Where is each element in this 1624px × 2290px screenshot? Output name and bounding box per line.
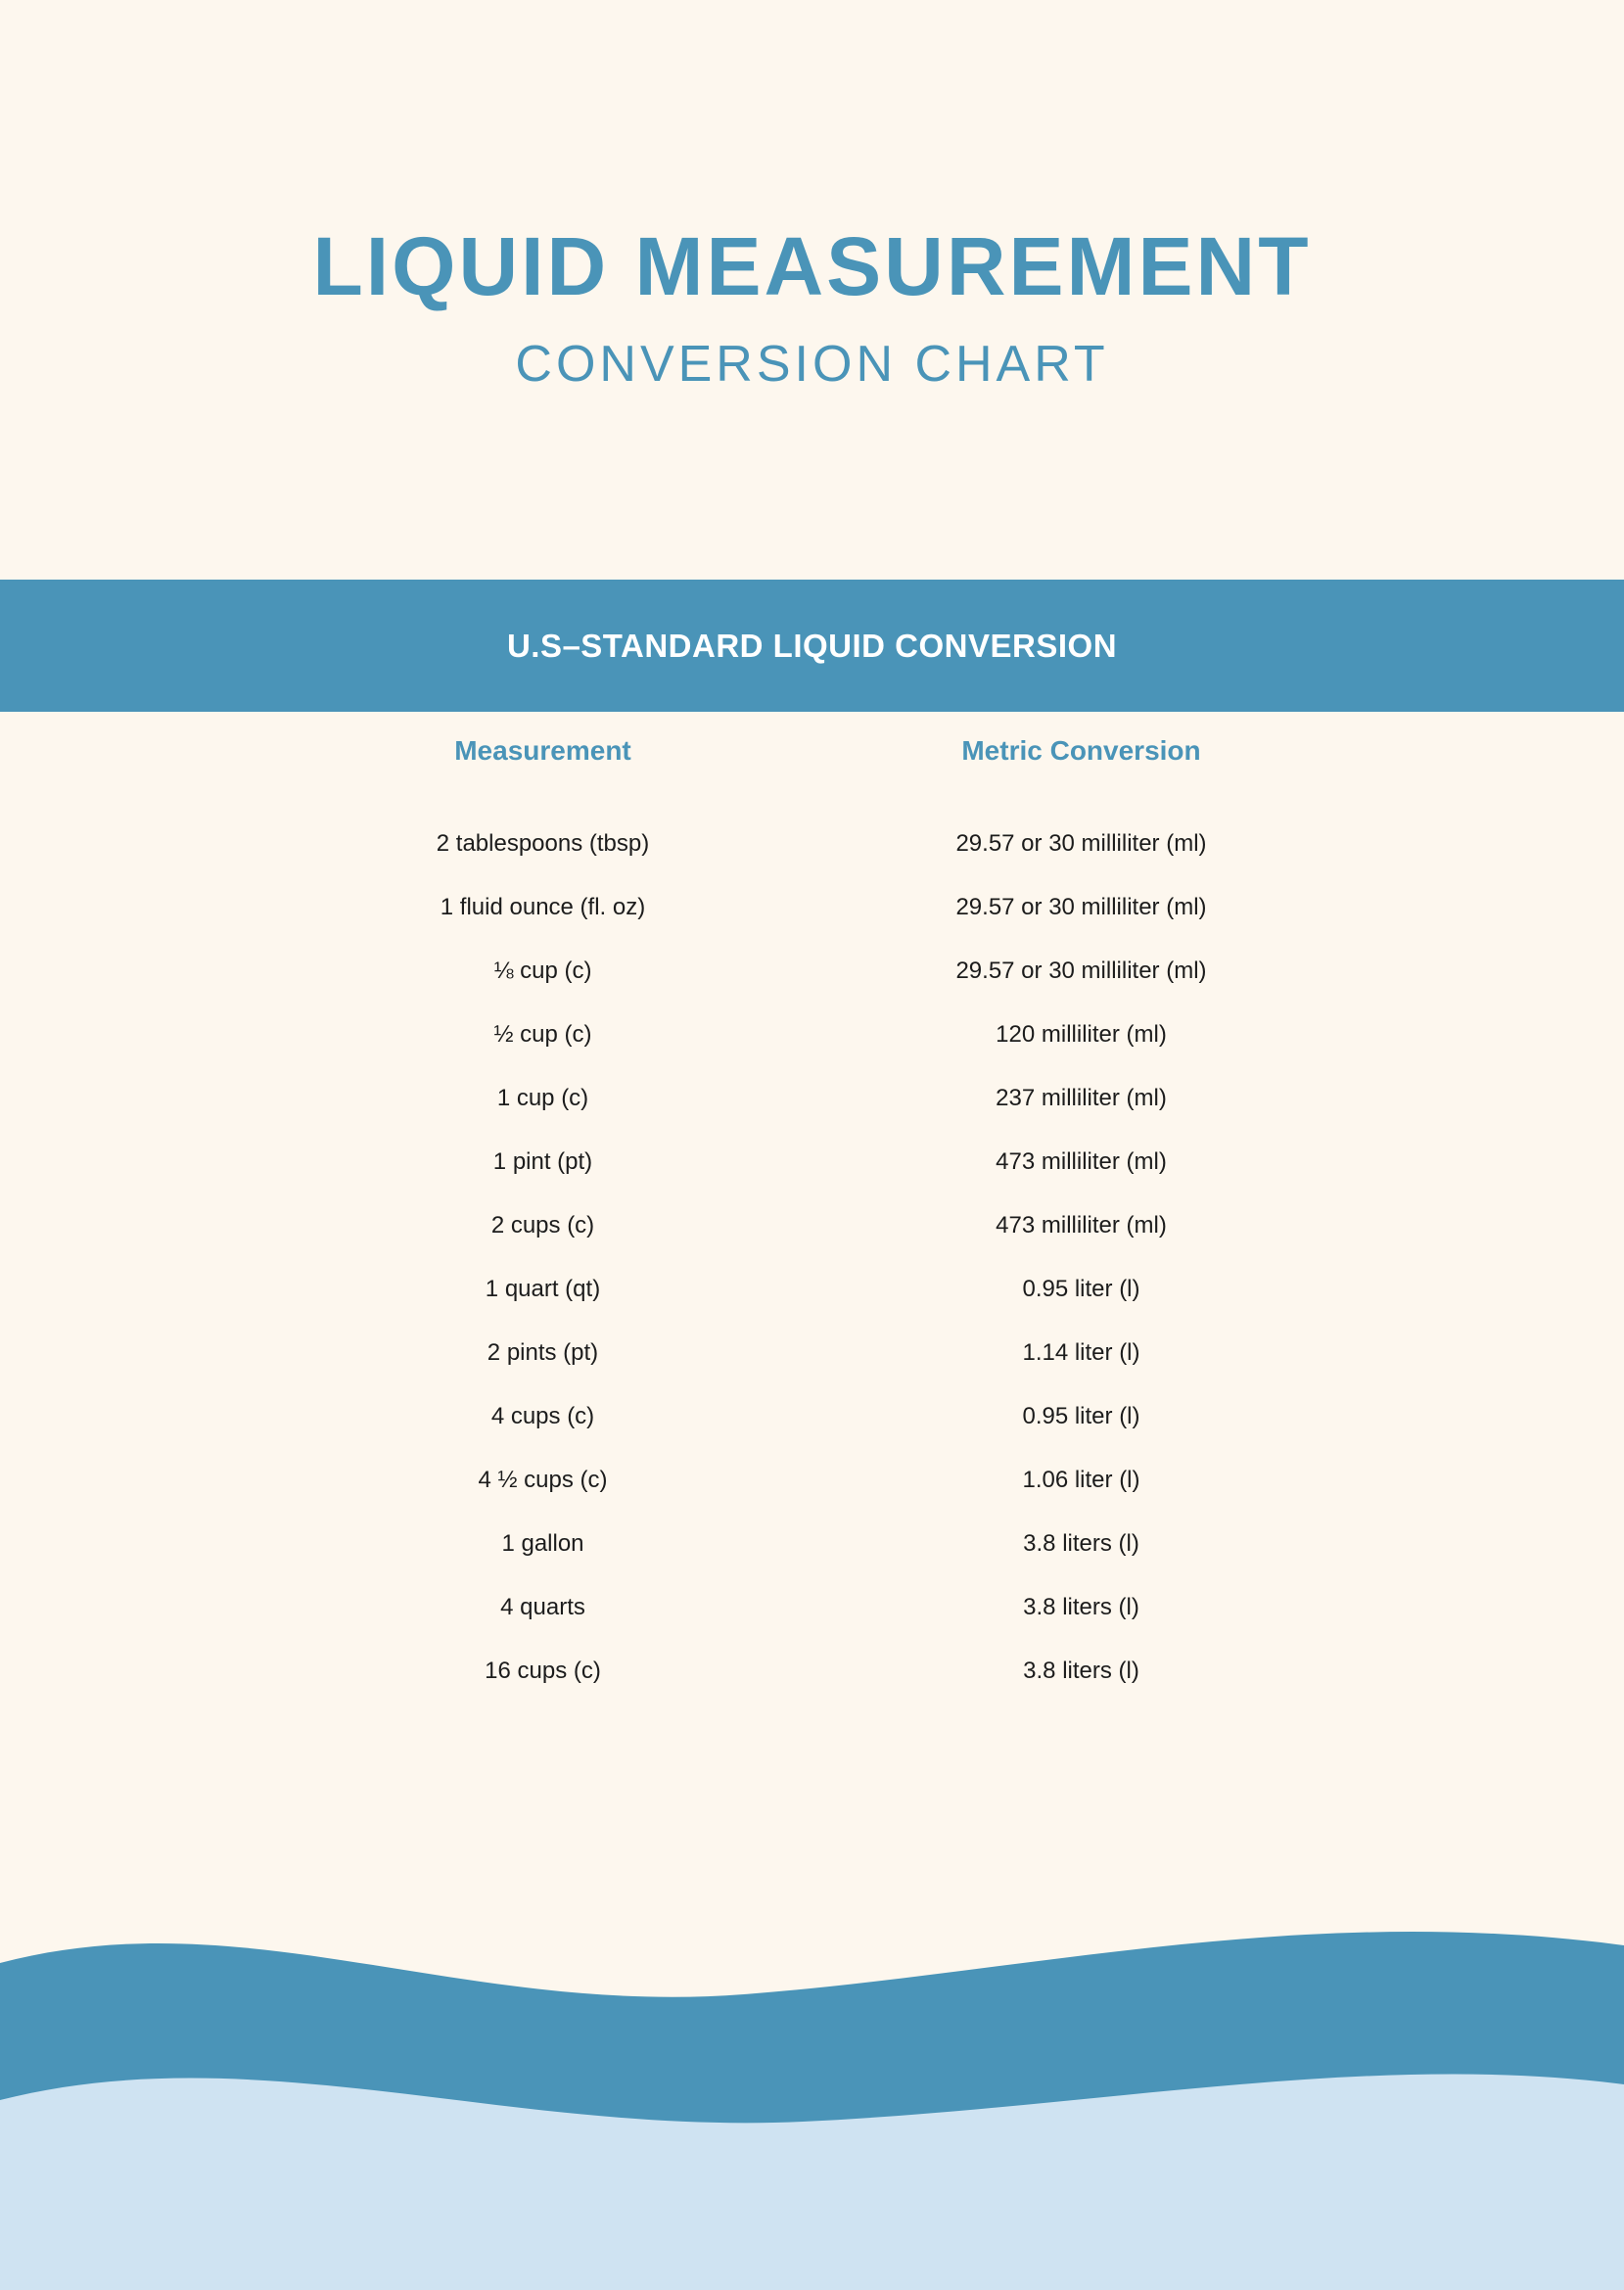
cell-metric-conversion: 3.8 liters (l) bbox=[1023, 1593, 1139, 1620]
table-row bbox=[274, 1321, 1351, 1384]
cell-metric-conversion: 29.57 or 30 milliliter (ml) bbox=[955, 893, 1207, 920]
table-row bbox=[274, 1257, 1351, 1321]
conversion-table bbox=[274, 734, 1351, 1703]
cell-metric-conversion: 3.8 liters (l) bbox=[1023, 1529, 1139, 1557]
section-banner-label: U.S–STANDARD LIQUID CONVERSION bbox=[506, 627, 1118, 664]
cell-measurement: 4 cups (c) bbox=[490, 1402, 595, 1429]
page-subtitle: CONVERSION CHART bbox=[515, 336, 1109, 394]
table-row bbox=[274, 1639, 1351, 1703]
table-row bbox=[274, 1130, 1351, 1193]
cell-metric-conversion: 0.95 liter (l) bbox=[1022, 1275, 1140, 1302]
table-row bbox=[274, 1512, 1351, 1575]
cell-metric-conversion: 29.57 or 30 milliliter (ml) bbox=[955, 957, 1207, 984]
cell-measurement: ⅛ cup (c) bbox=[493, 957, 592, 984]
cell-measurement: 1 gallon bbox=[501, 1529, 584, 1557]
column-header-measurement: Measurement bbox=[454, 735, 631, 766]
table-row bbox=[274, 939, 1351, 1003]
table-row bbox=[274, 1193, 1351, 1257]
cell-metric-conversion: 1.06 liter (l) bbox=[1022, 1466, 1140, 1493]
cell-measurement: ½ cup (c) bbox=[493, 1020, 592, 1048]
cell-measurement: 2 pints (pt) bbox=[487, 1338, 599, 1366]
cell-measurement: 2 cups (c) bbox=[490, 1211, 595, 1238]
cell-metric-conversion: 1.14 liter (l) bbox=[1022, 1338, 1140, 1366]
cell-metric-conversion: 3.8 liters (l) bbox=[1023, 1657, 1139, 1684]
cell-measurement: 2 tablespoons (tbsp) bbox=[436, 829, 650, 857]
cell-measurement: 1 fluid ounce (fl. oz) bbox=[440, 893, 646, 920]
table-row bbox=[274, 1575, 1351, 1639]
cell-measurement: 16 cups (c) bbox=[485, 1657, 601, 1684]
table-row bbox=[274, 812, 1351, 875]
cell-metric-conversion: 473 milliliter (ml) bbox=[996, 1147, 1167, 1175]
table-row bbox=[274, 1003, 1351, 1066]
column-header-metric-conversion: Metric Conversion bbox=[961, 735, 1201, 766]
table-row bbox=[274, 1448, 1351, 1512]
cell-measurement: 1 pint (pt) bbox=[492, 1147, 593, 1175]
cell-metric-conversion: 0.95 liter (l) bbox=[1022, 1402, 1140, 1429]
cell-measurement: 1 cup (c) bbox=[496, 1084, 589, 1111]
conversion-table-wrapper bbox=[0, 734, 1624, 1703]
cell-metric-conversion: 29.57 or 30 milliliter (ml) bbox=[955, 829, 1207, 857]
table-header-row bbox=[274, 734, 1351, 812]
table-row bbox=[274, 1384, 1351, 1448]
cell-metric-conversion: 120 milliliter (ml) bbox=[996, 1020, 1167, 1048]
section-banner bbox=[0, 580, 1624, 712]
decorative-waves bbox=[0, 1869, 1624, 2290]
cell-metric-conversion: 473 milliliter (ml) bbox=[996, 1211, 1167, 1238]
title-block bbox=[0, 0, 1624, 394]
table-row bbox=[274, 1066, 1351, 1130]
cell-metric-conversion: 237 milliliter (ml) bbox=[996, 1084, 1167, 1111]
table-row bbox=[274, 875, 1351, 939]
cell-measurement: 1 quart (qt) bbox=[485, 1275, 601, 1302]
cell-measurement: 4 ½ cups (c) bbox=[478, 1466, 608, 1493]
page-title: LIQUID MEASUREMENT bbox=[312, 220, 1312, 312]
cell-measurement: 4 quarts bbox=[500, 1593, 585, 1620]
